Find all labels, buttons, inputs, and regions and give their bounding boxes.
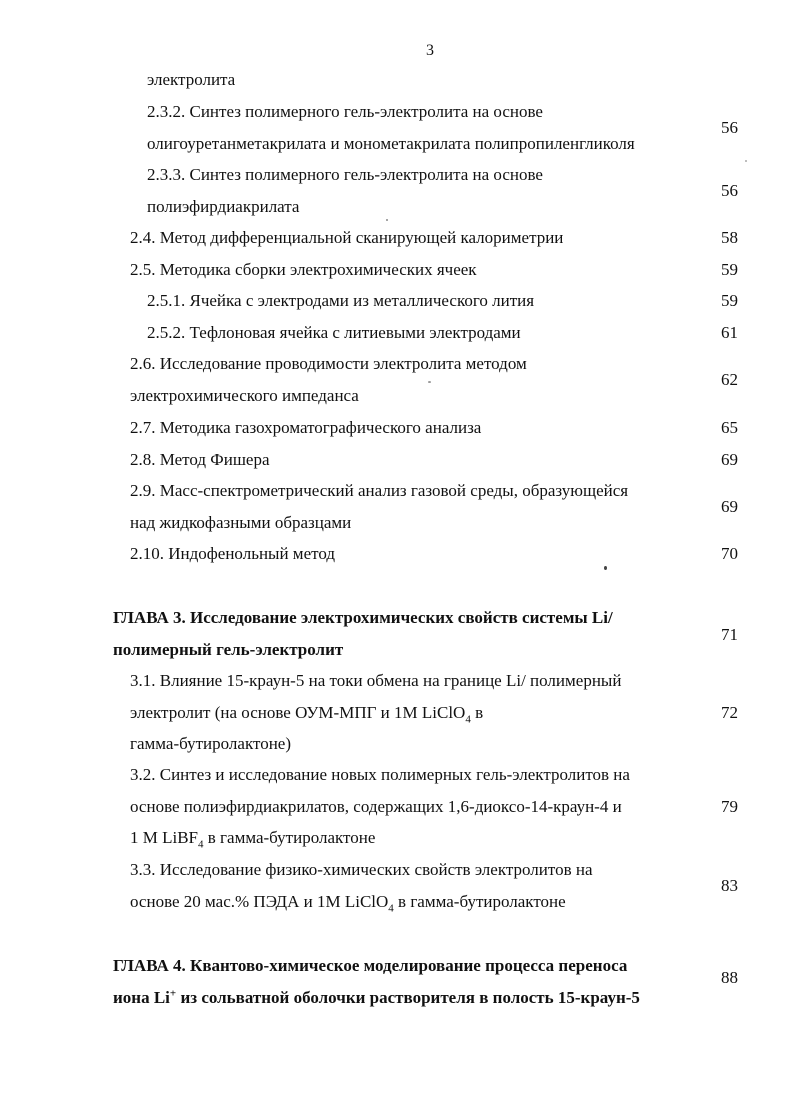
chapter-title: полимерный гель-электролит [113, 640, 344, 659]
toc-page-number: 69 [721, 450, 738, 469]
toc-page-number: 72 [721, 703, 738, 722]
chapter-title: ГЛАВА 4. Квантово-химическое моделирование процесса переноса [113, 956, 628, 975]
toc-entry-text: электролит (на основе ОУМ-МПГ и 1M LiClO [130, 702, 466, 722]
superscript: + [169, 987, 177, 1000]
toc-page-number: 71 [721, 625, 738, 644]
subscript: 4 [465, 712, 471, 725]
toc-entry-text: гамма-бутиролактоне) [130, 734, 292, 753]
toc-entry-text: 2.5.2. Тефлоновая ячейка с литиевыми электродами [147, 323, 521, 342]
toc-entry-text: основе полиэфирдиакрилатов, содержащих 1,6-диоксо-14-краун-4 и [130, 796, 622, 816]
toc-entry-text: 2.9. Масс-спектрометрический анализ газовой среды, образующейся [130, 481, 629, 500]
toc-entry-text: основе 20 мас.% ПЭДА и 1M LiClO [130, 891, 389, 911]
scan-speck [428, 381, 431, 383]
toc-entry-text: 2.4. Метод дифференциальной сканирующей калориметрии [130, 228, 564, 247]
scan-speck [745, 160, 747, 162]
chapter-title: ГЛАВА 3. Исследование электрохимических свойств системы Li/ [113, 608, 613, 627]
scan-speck [604, 566, 607, 570]
toc-page-number: 83 [721, 876, 738, 895]
toc-page-number: 79 [721, 797, 738, 816]
toc-entry-text: электролита [147, 70, 236, 89]
toc-entry-text: 1 M LiBF [130, 828, 199, 847]
toc-entry-text: олигоуретанметакрилата и монометакрилата полипропиленгликоля [147, 133, 635, 153]
toc-page-number: 69 [721, 497, 738, 516]
toc-page-number: 58 [721, 228, 738, 247]
toc-entry-text: 2.3.2. Синтез полимерного гель-электролита на основе [147, 102, 543, 121]
toc-page-number: 56 [721, 181, 738, 200]
toc-entry-text: 3.2. Синтез и исследование новых полимерных гель-электролитов на [130, 765, 630, 784]
toc-entry-text: 2.7. Методика газохроматографического анализа [130, 418, 482, 437]
toc-entry-text: в [470, 702, 484, 722]
toc-entry-text: 2.10. Индофенольный метод [130, 544, 335, 563]
toc-page-number: 61 [721, 323, 738, 342]
toc-page-number: 59 [721, 260, 738, 279]
subscript: 4 [198, 838, 204, 851]
chapter-title: из сольватной оболочки растворителя в полость 15-краун-5 [176, 988, 640, 1007]
page-number: 3 [426, 42, 434, 59]
scan-speck [386, 219, 388, 221]
toc-page-number: 88 [721, 968, 738, 987]
toc-entry-text: полиэфирдиакрилата [147, 196, 300, 216]
chapter-title: иона Li [113, 988, 170, 1007]
toc-page-number: 56 [721, 118, 738, 137]
toc-entry-text: 3.3. Исследование физико-химических свойств электролитов на [130, 860, 593, 879]
subscript: 4 [388, 901, 394, 914]
toc-page-number: 70 [721, 544, 738, 563]
toc-page-number: 65 [721, 418, 738, 437]
toc-entry-text: 3.1. Влияние 15-краун-5 на токи обмена на границе Li/ полимерный [130, 671, 622, 690]
toc-entry-text: в гамма-бутиролактоне [203, 828, 376, 847]
toc-entry-text: над жидкофазными образцами [130, 512, 352, 532]
toc-entry-text: 2.6. Исследование проводимости электролита методом [130, 354, 527, 373]
toc-entry-text: 2.5. Методика сборки электрохимических ячеек [130, 260, 477, 279]
toc-entry-text: 2.3.3. Синтез полимерного гель-электролита на основе [147, 165, 543, 184]
toc-page-number: 62 [721, 370, 738, 389]
toc-entry-text: электрохимического импеданса [130, 385, 359, 405]
toc-entry-text: в гамма-бутиролактоне [393, 891, 566, 911]
toc-entry-text: 2.8. Метод Фишера [130, 450, 270, 469]
toc-entry-text: 2.5.1. Ячейка с электродами из металлического лития [147, 291, 535, 310]
toc-page-number: 59 [721, 291, 738, 310]
